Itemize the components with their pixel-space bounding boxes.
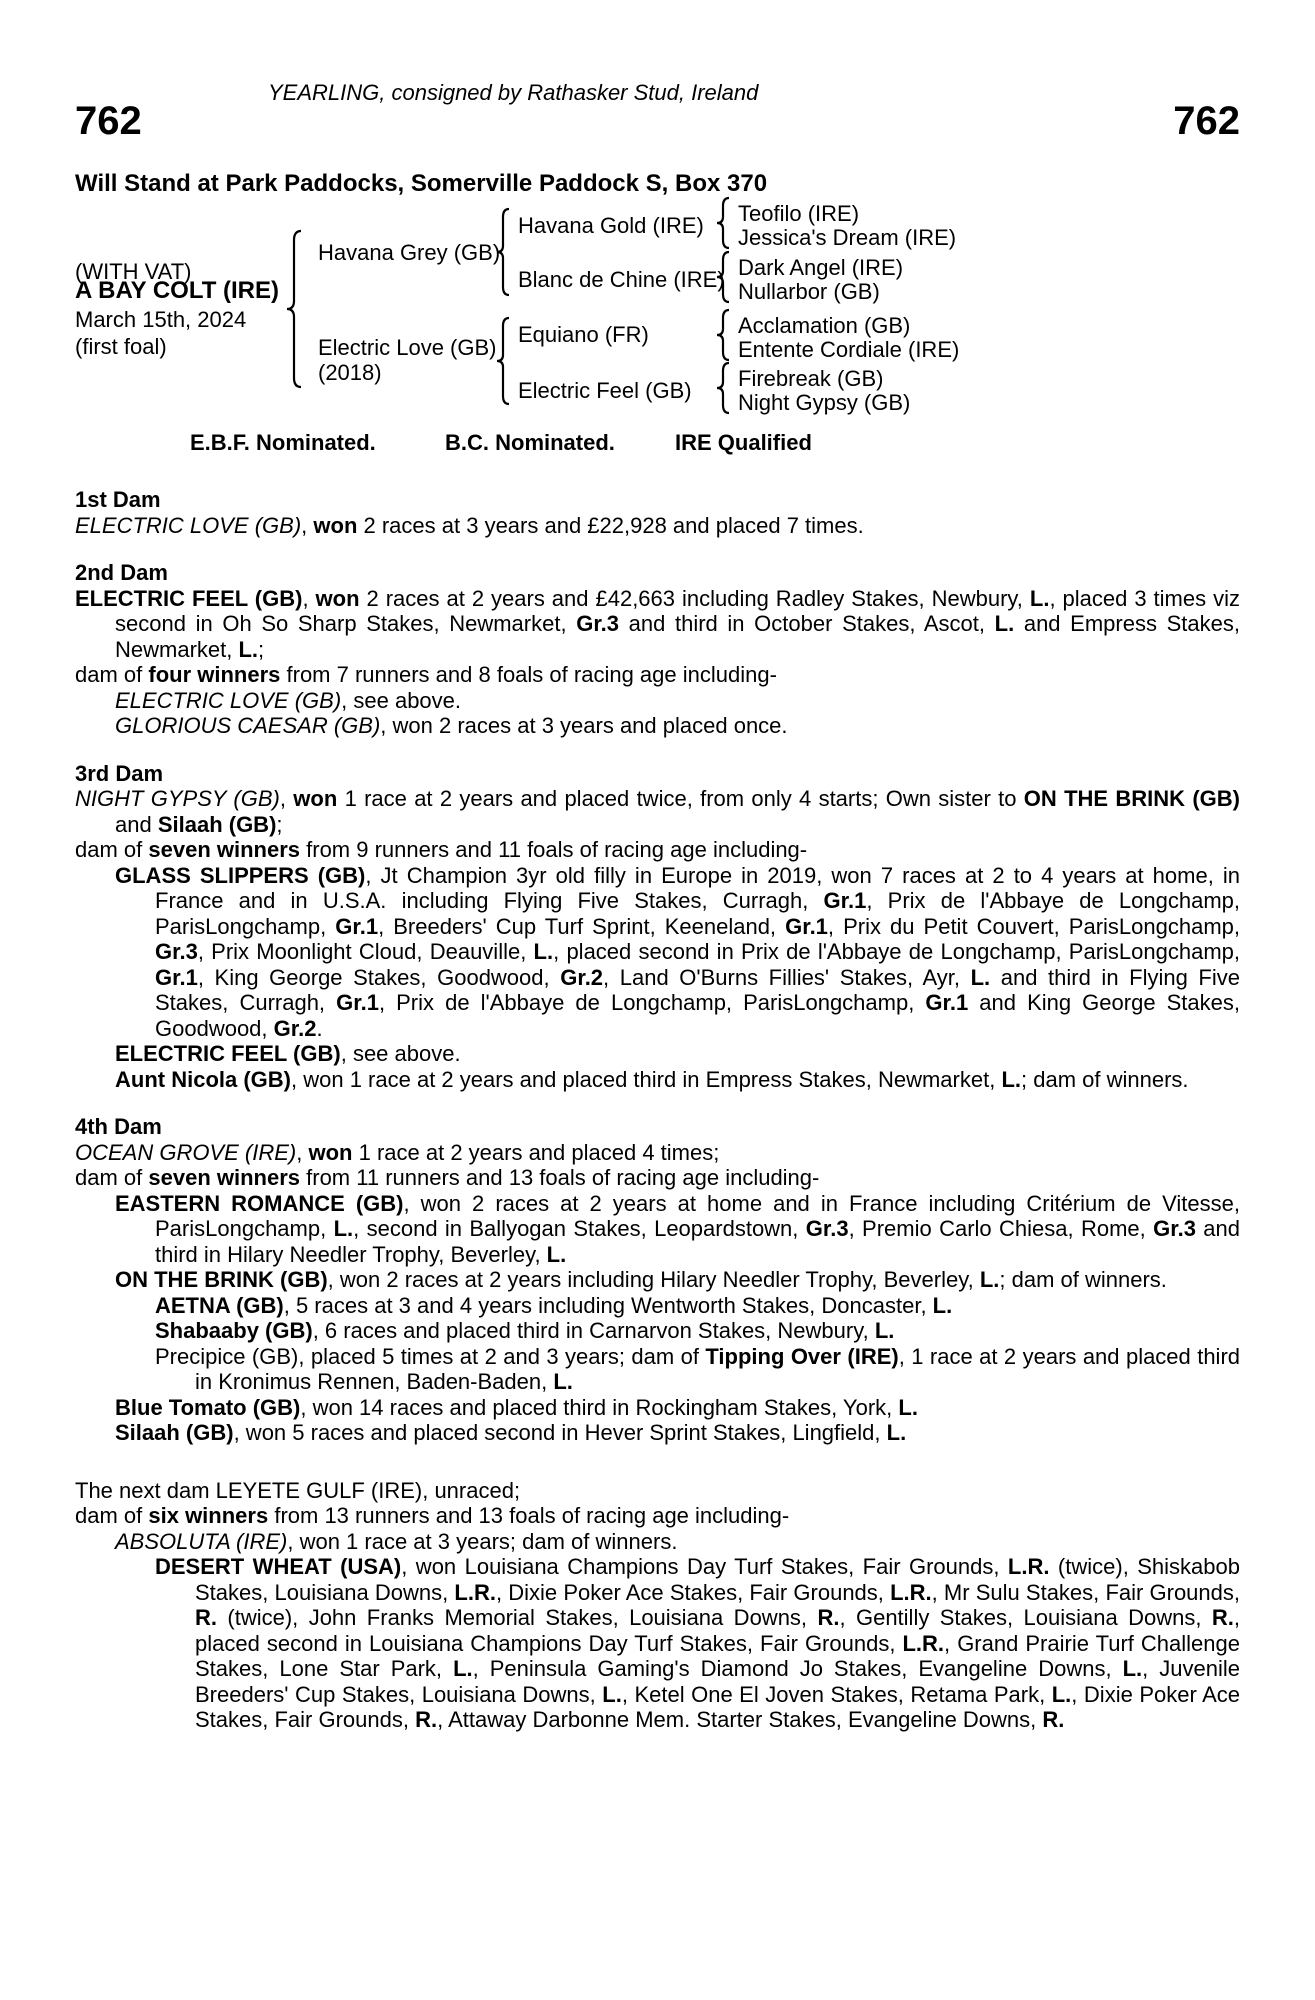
pedigree-ancestor: Acclamation (GB) (738, 313, 911, 338)
dam-section (75, 1478, 1240, 1733)
dam-section (75, 487, 1240, 538)
pedigree-dam-sire: Equiano (FR) (518, 322, 649, 347)
pedigree-brace-icon (716, 309, 730, 361)
pedigree-paragraph: GLASS SLIPPERS (GB), Jt Champion 3yr old filly in Europe in 2019, won 7 races at 2 to 4 years at home, in France and in U.S.A. including Flying Five Stakes, Curragh, Gr.1, Prix de l'Abbaye de Longchamp, ParisLongchamp, Gr.1, Breeders' Cup Turf Sprint, Keeneland, Gr.1, Prix du Petit Couvert, ParisLongchamp, Gr.3, Prix Moonlight Cloud, Deauville, L., placed second in Prix de l'Abbaye de Longchamp, ParisLongchamp, Gr.1, King George Stakes, Goodwood, Gr.2, Land O'Burns Fillies' Stakes, Ayr, L. and third in Flying Five Stakes, Curragh, Gr.1, Prix de l'Abbaye de Longchamp, ParisLongchamp, Gr.1 and King George Stakes, Goodwood, Gr.2. (115, 862, 1241, 1041)
pedigree-paragraph: dam of six winners from 13 runners and 13 foals of racing age including- (75, 1503, 790, 1528)
pedigree-paragraph: The next dam LEYETE GULF (IRE), unraced; (75, 1477, 521, 1503)
pedigree-brace-icon (496, 317, 510, 405)
foaling-date: March 15th, 2024 (75, 307, 247, 332)
dam-heading: 3rd Dam (75, 760, 164, 786)
bc-nomination: B.C. Nominated. (445, 430, 615, 455)
dam-section (75, 761, 1240, 1093)
pedigree-ancestor: Entente Cordiale (IRE) (738, 337, 960, 362)
dam-heading: 1st Dam (75, 487, 161, 512)
pedigree-ancestor: Nullarbor (GB) (738, 279, 880, 304)
ire-qualified: IRE Qualified (675, 430, 812, 455)
produce-note: (first foal) (75, 334, 167, 359)
stand-location-line: Will Stand at Park Paddocks, Somerville Paddock S, Box 370 (75, 170, 768, 197)
pedigree-paragraph: Blue Tomato (GB), won 14 races and placed third in Rockingham Stakes, York, L. (115, 1394, 918, 1420)
dam-section (75, 560, 1240, 739)
pedigree-paragraph: ELECTRIC LOVE (GB), see above. (115, 687, 462, 713)
pedigree-paragraph: dam of seven winners from 9 runners and 11 foals of racing age including- (75, 837, 808, 862)
pedigree-sire: Havana Grey (GB) (318, 240, 501, 265)
pedigree-ancestor: Jessica's Dream (IRE) (738, 225, 957, 250)
pedigree-brace-icon (716, 362, 730, 414)
pedigree-brace-icon (716, 197, 730, 249)
pedigree-paragraph: ELECTRIC LOVE (GB), won 2 races at 3 years and £22,928 and placed 7 times. (75, 512, 864, 538)
pedigree-paragraph: GLORIOUS CAESAR (GB), won 2 races at 3 years and placed once. (115, 713, 788, 738)
pedigree-ancestor: Dark Angel (IRE) (738, 255, 904, 280)
pedigree-dam: Electric Love (GB) (318, 335, 497, 360)
consignor-line: YEARLING, consigned by Rathasker Stud, Ireland (268, 80, 759, 105)
pedigree-paragraph: ELECTRIC FEEL (GB), see above. (115, 1041, 461, 1066)
pedigree-sire-sire: Havana Gold (IRE) (518, 213, 704, 238)
dam-section (75, 1114, 1240, 1446)
pedigree-brace-icon (496, 208, 510, 296)
pedigree-sire-dam: Blanc de Chine (IRE) (518, 267, 725, 292)
dam-heading: 4th Dam (75, 1114, 162, 1139)
pedigree-paragraph: EASTERN ROMANCE (GB), won 2 races at 2 years at home and in France including Critérium de Vitesse, ParisLongchamp, L., second in Ballyogan Stakes, Leopardstown, Gr.3, Premio Carlo Chiesa, Rome, Gr.3 and third in Hilary Needler Trophy, Beverley, L. (115, 1190, 1240, 1267)
pedigree-paragraph: ABSOLUTA (IRE), won 1 race at 3 years; dam of winners. (115, 1528, 678, 1554)
subject-horse-name: A BAY COLT (IRE) (75, 277, 280, 304)
dam-family-details (0, 487, 1315, 1733)
pedigree-paragraph: DESERT WHEAT (USA), won Louisiana Champions Day Turf Stakes, Fair Grounds, L.R. (twice), Shiskabob Stakes, Louisiana Downs, L.R., Dixie Poker Ace Stakes, Fair Grounds, L.R., Mr Sulu Stakes, Fair Grounds, R. (twice), John Franks Memorial Stakes, Louisiana Downs, R., Gentilly Stakes, Louisiana Downs, R., placed second in Louisiana Champions Day Turf Stakes, Fair Grounds, L.R., Grand Prairie Turf Challenge Stakes, Lone Star Park, L., Peninsula Gaming's Diamond Jo Stakes, Evangeline Downs, L., Juvenile Breeders' Cup Stakes, Louisiana Downs, L., Ketel One El Joven Stakes, Retama Park, L., Dixie Poker Ace Stakes, Fair Grounds, R., Attaway Darbonne Mem. Starter Stakes, Evangeline Downs, R. (155, 1554, 1240, 1732)
pedigree-dam-year: (2018) (318, 360, 382, 385)
pedigree-ancestor: Firebreak (GB) (738, 366, 884, 391)
vat-note: (WITH VAT) (75, 259, 192, 284)
pedigree-paragraph: Shabaaby (GB), 6 races and placed third in Carnarvon Stakes, Newbury, L. (155, 1318, 895, 1343)
pedigree-paragraph: NIGHT GYPSY (GB), won 1 race at 2 years and placed twice, from only 4 starts; Own sister to ON THE BRINK (GB) and Silaah (GB); (75, 786, 1240, 837)
ebf-nomination: E.B.F. Nominated. (190, 430, 376, 455)
pedigree-paragraph: Precipice (GB), placed 5 times at 2 and 3 years; dam of Tipping Over (IRE), 1 race at 2 years and placed third in Kronimus Rennen, Baden-Baden, L. (155, 1343, 1241, 1394)
pedigree-paragraph: dam of seven winners from 11 runners and 13 foals of racing age including- (75, 1165, 820, 1190)
pedigree-paragraph: ELECTRIC FEEL (GB), won 2 races at 2 years and £42,663 including Radley Stakes, Newbury, L., placed 3 times viz second in Oh So Sharp Stakes, Newmarket, Gr.3 and third in October Stakes, Ascot, L. and Empress Stakes, Newmarket, L.; (75, 585, 1240, 662)
pedigree-ancestor: Night Gypsy (GB) (738, 390, 911, 415)
pedigree-paragraph: AETNA (GB), 5 races at 3 and 4 years including Wentworth Stakes, Doncaster, L. (155, 1292, 953, 1318)
pedigree-paragraph: OCEAN GROVE (IRE), won 1 race at 2 years and placed 4 times; (75, 1139, 720, 1165)
pedigree-paragraph: Silaah (GB), won 5 races and placed second in Hever Sprint Stakes, Lingfield, L. (115, 1420, 907, 1445)
lot-number-left: 762 (75, 99, 142, 143)
pedigree-paragraph: ON THE BRINK (GB), won 2 races at 2 years including Hilary Needler Trophy, Beverley, L.; dam of winners. (115, 1267, 1167, 1292)
dam-heading: 2nd Dam (75, 560, 168, 585)
pedigree-paragraph: Aunt Nicola (GB), won 1 race at 2 years and placed third in Empress Stakes, Newmarket, L.; dam of winners. (115, 1066, 1189, 1092)
pedigree-brace-icon (716, 251, 730, 303)
pedigree-brace-icon (286, 230, 302, 388)
lot-number-right: 762 (1173, 99, 1240, 143)
pedigree-paragraph: dam of four winners from 7 runners and 8 foals of racing age including- (75, 662, 777, 687)
page-header-and-pedigree (0, 0, 1315, 487)
pedigree-ancestor: Teofilo (IRE) (738, 201, 860, 226)
pedigree-dam-dam: Electric Feel (GB) (518, 378, 692, 403)
